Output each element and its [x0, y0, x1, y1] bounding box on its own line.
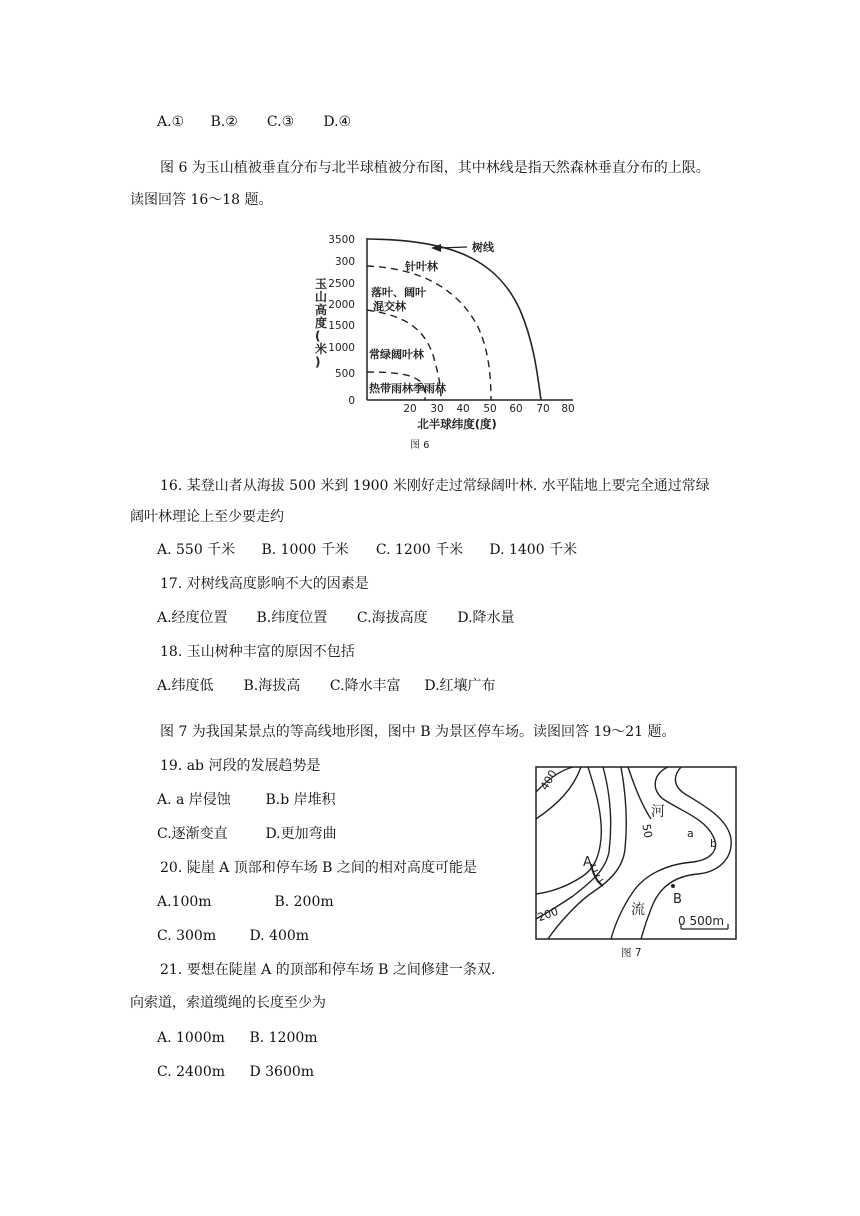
q18-options	[157, 676, 496, 696]
option: A.①	[157, 114, 185, 130]
x-tick: 30	[430, 403, 444, 415]
q16-options	[157, 540, 577, 560]
contour-label-200: 200	[535, 904, 560, 925]
option: D.降水量	[457, 610, 515, 626]
option: A. 1000m	[157, 1030, 225, 1046]
y-tick: 1500	[328, 320, 355, 332]
q20-options-2	[157, 926, 309, 946]
q16-line1: 16. 某登山者从海拔 500 米到 1900 米刚好走过常绿阔叶林. 水平陆地上要完全通过常绿	[160, 478, 710, 494]
x-tick: 40	[456, 403, 470, 415]
scale-text: 0 500m	[678, 914, 725, 928]
q15-options	[157, 112, 351, 132]
y-tick: 500	[334, 368, 355, 380]
option: D.红壤广布	[424, 678, 496, 694]
option: A.100m	[157, 894, 212, 910]
y-axis-label: 玉山高度(米)	[315, 277, 328, 369]
q19-options-1	[157, 790, 336, 810]
y-tick: 0	[348, 395, 355, 407]
y-tick: 2000	[328, 299, 355, 311]
option: C.海拔高度	[356, 610, 428, 626]
figure-6	[305, 230, 585, 455]
option: B.②	[210, 114, 238, 130]
q17-options	[157, 608, 515, 628]
option: A.纬度低	[157, 678, 214, 694]
option: D.④	[323, 114, 352, 130]
x-tick: 80	[561, 403, 575, 415]
option: D. 400m	[249, 928, 310, 944]
intro-fig6-line1: 图 6 为玉山植被垂直分布与北半球植被分布图，其中林线是指天然森林垂直分布的上限。	[160, 160, 710, 176]
figure-7-caption: 图 7	[621, 947, 642, 959]
q20-stem: 20. 陡崖 A 顶部和停车场 B 之间的相对高度可能是	[160, 860, 477, 876]
q21-options-2	[157, 1062, 314, 1082]
x-tick: 60	[509, 403, 523, 415]
option: B. 1000 千米	[261, 542, 349, 558]
x-tick: 50	[483, 403, 497, 415]
option: B. 1200m	[249, 1030, 318, 1046]
option: C. 2400m	[157, 1064, 226, 1080]
y-tick: 2500	[328, 278, 355, 290]
option: B. 200m	[274, 894, 334, 910]
zone-label: 针叶林	[405, 260, 438, 273]
q19-stem: 19. ab 河段的发展趋势是	[160, 758, 321, 774]
option: D. 1400 千米	[489, 542, 578, 558]
option: C. 1200 千米	[375, 542, 464, 558]
intro-fig7: 图 7 为我国某景点的等高线地形图，图中 B 为景区停车场。读图回答 19～21 题。	[160, 724, 676, 740]
y-tick: 300	[334, 256, 355, 268]
figure-7	[533, 764, 743, 964]
zone-label: 热带雨林季雨林	[369, 382, 446, 395]
zone-label: 混交林	[373, 300, 406, 313]
option: C. 300m	[157, 928, 217, 944]
q20-options-1	[157, 892, 334, 912]
option: C.逐渐变直	[157, 826, 228, 842]
q17-stem: 17. 对树线高度影响不大的因素是	[160, 576, 369, 592]
intro-fig6-line2: 读图回答 16～18 题。	[130, 192, 273, 208]
river-bank-left	[548, 767, 626, 939]
x-axis-label: 北半球纬度(度)	[417, 417, 497, 431]
option: B.b 岸堆积	[265, 792, 336, 808]
option: C.降水丰富	[329, 678, 401, 694]
option: A. a 岸侵蚀	[157, 792, 231, 808]
y-tick: 3500	[328, 234, 355, 246]
q19-options-2	[157, 824, 337, 844]
zone-label: 常绿阔叶林	[369, 348, 424, 361]
zone-label: 落叶、阔叶	[371, 286, 426, 299]
q21-line2: 向索道，索道缆绳的长度至少为	[130, 995, 326, 1011]
label-a: a	[687, 827, 694, 840]
q16-line2: 阔叶林理论上至少要走约	[130, 509, 284, 525]
option: B.纬度位置	[256, 610, 328, 626]
option: A.经度位置	[157, 610, 228, 626]
label-B: B	[673, 892, 682, 907]
parking-point-B	[671, 884, 675, 888]
river-label: 河	[651, 804, 665, 820]
tree-line-curve	[367, 239, 541, 400]
x-tick: 20	[403, 403, 417, 415]
option: C.③	[266, 114, 295, 130]
tree-line-label: 树线	[472, 241, 494, 254]
contour-line	[628, 767, 651, 819]
contour-label-50: 50	[639, 823, 655, 840]
label-A: A	[583, 855, 592, 870]
x-tick: 70	[536, 403, 550, 415]
y-tick: 1000	[328, 342, 355, 354]
option: D.更加弯曲	[265, 826, 337, 842]
contour-label-400: 400	[537, 767, 560, 793]
option: D 3600m	[249, 1064, 315, 1080]
label-b: b	[710, 837, 717, 850]
q21-options-1	[157, 1028, 318, 1048]
q18-stem: 18. 玉山树种丰富的原因不包括	[160, 644, 355, 660]
option: B.海拔高	[243, 678, 301, 694]
river-label: 流	[631, 902, 645, 918]
figure-6-caption: 图 6	[410, 440, 430, 451]
option: A. 550 千米	[157, 542, 236, 558]
q21-line1: 21. 要想在陡崖 A 的顶部和停车场 B 之间修建一条双.	[160, 962, 496, 978]
